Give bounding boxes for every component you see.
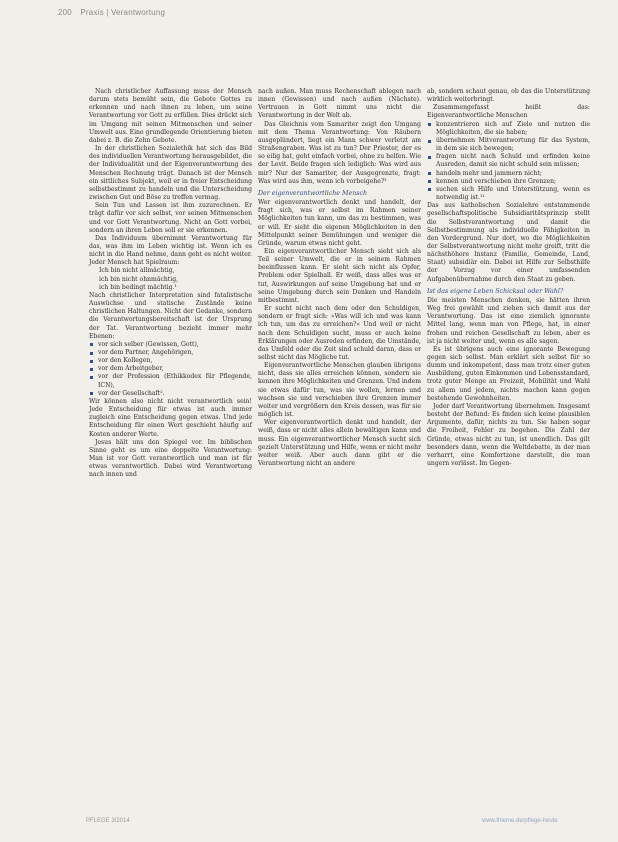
text-column-2 xyxy=(258,88,421,468)
paragraph: Es ist übrigens auch eine ignorante Bewegung gegen sich selbst. Man erklärt sich selbst für so dumm und inkompetent, dass man trotz einer guten Ausbildung, guten Einkommen und Lebensstandard, trotz guter Menge an Freizeit, Mobilität und Wahl zu allem und jedem, nichts machen kann gegen bestehende Gewohnheiten. xyxy=(427,345,590,402)
list-item: vor der Gesellschaft². xyxy=(89,390,252,398)
running-header xyxy=(58,8,165,17)
paragraph: Sein Tun und Lassen ist ihm zuzurechnen. Er trägt dafür vor sich selbst, vor seinen Mitmenschen und vor Gott Verantwortung. Nicht an Gott vorbei, sondern an ihren Leben soll er sie erkennen. xyxy=(89,202,252,234)
paragraph: Das Individuum übernimmt Verantwortung für das, was ihm im Leben wichtig ist. Wenn ich es nicht in die Hand nehme, dann geht es nicht weiter. Jeder Mensch hat Spielraum: xyxy=(89,234,252,267)
footer-url: www.thieme.de/pflege-heute xyxy=(482,818,558,824)
paragraph: Er sucht nicht nach dem oder den Schuldigen, sondern er fragt sich: »Was will ich und was kann ich tun, um das zu erreichen?« Und weil er nicht nach dem Schuldigen sucht, muss er auch keine Erklärungen oder Ausreden erfinden, die Umstände, das Umfeld oder die Zeit sind schuld daran, dass er selbst nicht das Mögliche tut. xyxy=(258,305,421,361)
subheading: Der eigenverantwortliche Mensch xyxy=(258,189,368,197)
text-column-1 xyxy=(89,88,252,480)
responsibility-list xyxy=(89,341,252,398)
paragraph: Die meisten Menschen denken, sie hätten ihren Weg frei gewählt und ziehen sich damit aus der Verantwortung. Das ist eine ziemlich ignorante Mittel lang, wenn man von Pflege, hat, in einer frohen und reichen Gesellschaft zu leben, aber es ist ja nicht weiter und, wenn es alle sagen. xyxy=(427,296,590,345)
text-column-3 xyxy=(427,88,590,468)
paragraph: Das aus katholischen Sozialehre entstammende gesellschaftspolitische Subsidiaritätsprinzip stellt die Selbstverantwortung und damit die Selbstbestimmung als individuelle Fähigkeiten in den Vordergrund. Nur dort, wo die Möglichkeiten der Selbstverantwortung nicht mehr greift, tritt die nächsthöhere Instanz (Familie, Gemeinde, Land, Staat) subsidiär ein. Dabei ist Hilfe zur Selbsthilfe der Vorzug vor einer umfassenden Aufgabenübernahme durch den Staat zu geben. xyxy=(427,202,590,283)
list-item: handeln mehr und jammern nicht; xyxy=(427,170,590,178)
list-item: vor sich selber (Gewissen, Gott), xyxy=(89,341,252,349)
paragraph: Nach christlicher Interpretation sind fatalistische Auswüchse und statische Zustände keine christlichen Haltungen. Nicht der Gedanke, sondern die Verantwortungsbereitschaft ist der Ursprung der Tat. Verantwortung bezieht immer mehr Ebenen: xyxy=(89,291,252,340)
paragraph: In der christlichen Sozialethik hat sich das Bild des individuellen Verantwortung herausgebildet, die der Individualität und der Eigenverantwortung des Menschen Rechnung trägt. Danach ist der Mensch ein sittliches Subjekt, weil er in freier Entscheidung selbstbestimmt zu handeln und die Unterscheidung zwischen Gut und Böse zu treffen vermag. xyxy=(89,145,252,202)
list-item: konzentrieren sich auf Ziele und nutzen die Möglichkeiten, die sie haben; xyxy=(427,121,590,137)
paragraph: nach außen. Man muss Rechenschaft ablegen nach innen (Gewissen) und nach außen (Nächste). Vertrauen in Gott nimmt uns nicht die Verantwortung in der Welt ab. xyxy=(258,88,421,120)
paragraph: Wer eigenverantwortlich denkt und handelt, der fragt sich, was er selbst im Rahmen seiner Möglichkeiten tun kann, um das zu bestimmen, was er will. Er sieht die eigenen Möglichkeiten in den Mittelpunkt seiner Bemühungen und weniger die Gründe, warum etwas nicht geht. xyxy=(258,199,421,247)
paragraph: Nach christlicher Auffassung muss der Mensch darum stets bemüht sein, die Gebote Gottes zu erkennen und nach ihnen zu leben, um seine Verantwortung vor Gott zu erfüllen. Dies drückt sich im Umgang mit seinen Mitmenschen und seiner Umwelt aus. Eine grundlegende Orientierung bieten dabei z. B. die Zehn Gebote. xyxy=(89,88,252,144)
footer-journal: PFLEGE 3/2014 xyxy=(86,818,130,824)
paragraph: Wir können also nicht nicht verantwortlich sein! Jede Entscheidung für etwas ist auch immer zugleich eine Entscheidung gegen etwas. Und jede Entscheidung für einen Wert geschieht häufig auf Kosten anderer Werte. xyxy=(89,397,252,438)
paragraph: Ein eigenverantwortlicher Mensch sieht sich als Teil seiner Umwelt, die er in seinem Rahmen beeinflussen kann. Er sieht sich nicht als Opfer, Problem oder Spielball. Er weiß, dass alles was er tut, Auswirkungen auf seine Umgebung hat und er seine Umgebung durch sein Denken und Handeln mitbestimmt. xyxy=(258,247,421,304)
list-item: übernehmen Mitverantwortung für das System, in dem sie sich bewegen; xyxy=(427,137,590,153)
prayer-line: ich bin bedingt mächtig.¹ xyxy=(99,283,177,291)
paragraph: Jesus hält uns den Spiegel vor. Im biblischen Sinne geht es um eine doppelte Verantwortung: Man ist vor Gott verantwortlich und man ist für etwas verantwortlich. Dabei wird Verantwortung nach innen und xyxy=(89,438,252,479)
list-item: vor den Kollegen, xyxy=(89,357,252,365)
list-item: suchen sich Hilfe und Unterstützung, wenn es notwendig ist.¹¹ xyxy=(427,186,590,202)
paragraph: Eigenverantwortliche Menschen glauben übrigens nicht, dass sie alles erreichen können, sondern sie kennen ihre Möglichkeiten und Grenzen. Und indem sie etwas dafür tun, was sie wollen, lernen und wachsen sie und verschieben ihre Grenzen immer weiter und vergrößern den Kreis dessen, was für sie möglich ist. xyxy=(258,362,421,419)
list-item: kennen und verschieben ihre Grenzen; xyxy=(427,178,590,186)
prayer-line: Ich bin nicht allmächtig, xyxy=(99,267,175,275)
list-item: vor der Profession (Ethikkodex für Pflegende, ICN), xyxy=(89,373,252,389)
page-number: 200 xyxy=(58,8,72,17)
section-title: Praxis | Verantwortung xyxy=(80,8,166,17)
paragraph: Wer eigenverantwortlich denkt und handelt, der weiß, dass er nicht alles allein bewältigen kann und muss. Ein eigenverantwortlicher Mensch sucht sich gezielt Unterstützung und Hilfe, wenn er nicht mehr weiter weiß. Aber auch dann gibt er die Verantwortung nicht an andere xyxy=(258,419,422,468)
paragraph: Zusammengefasst heißt das: Eigenverantwortliche Menschen xyxy=(427,104,590,120)
list-item: vor dem Partner, Angehörigen, xyxy=(89,349,252,357)
list-item: vor dem Arbeitgeber, xyxy=(89,365,252,373)
paragraph: Jeder darf Verantwortung übernehmen. Insgesamt besteht der Befund: Es finden sich keine plausiblen Argumente, dafür, nichts zu tun. Sie haben sogar die Freiheit, Fehler zu begehen. Die Zahl der Gründe, etwas nicht zu tun, ist unendlich. Das gilt besonders dann, wenn die Weltdebatte, in der man verharrt, eine Komfortzone darstellt, die man ungern verlässt. Im Gegen- xyxy=(427,402,590,468)
list-item: fragen nicht nach Schuld und erfinden keine Ausreden, damit sie nicht schuld sein müssen; xyxy=(427,153,590,169)
subheading: Ist das eigene Leben Schicksal oder Wahl? xyxy=(427,287,564,295)
prayer-line: ich bin nicht ohnmächtig, xyxy=(99,275,179,283)
paragraph: Das Gleichnis vom Samariter zeigt den Umgang mit dem Thema Verantwortung: Von Räubern ausgeplündert, liegt ein Mann schwer verletzt am Straßengraben. Was ist zu tun? Der Priester, der es so eilig hat, geht einfach vorbei, ohne zu helfen. Wie der Levit. Beide fragen sich lediglich: Was wird aus mir? Nur der Samariter, der Ausgegrenzte, fragt: Was wird aus ihm, wenn ich vorbeigehe?³ xyxy=(258,120,421,185)
summary-list xyxy=(427,121,590,203)
paragraph: ab, sondern schaut genau, ob das die Unterstützung wirklich weiterbringt. xyxy=(427,88,590,104)
